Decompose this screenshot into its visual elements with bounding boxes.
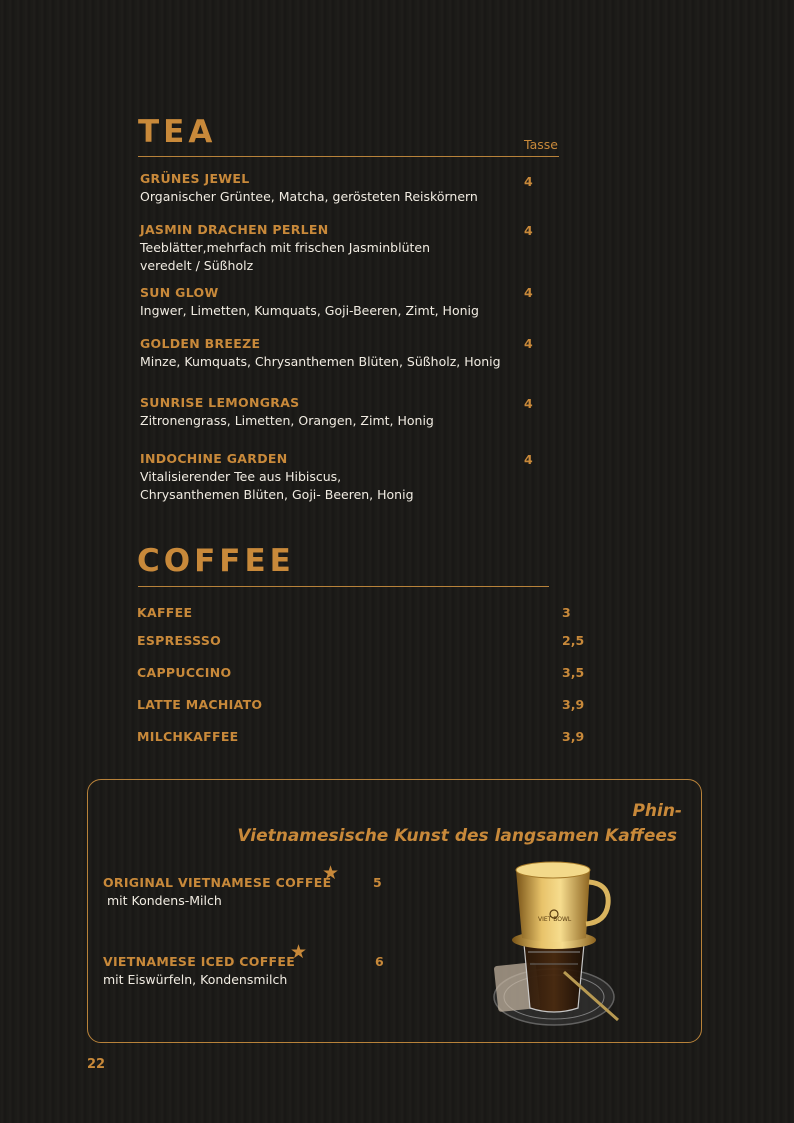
phin-item-name: ORIGINAL VIETNAMESE COFFEE — [103, 875, 332, 890]
tea-item-desc: Chrysanthemen Blüten, Goji- Beeren, Honig — [140, 487, 414, 502]
tea-column-label: Tasse — [524, 137, 558, 152]
tea-item-name: GOLDEN BREEZE — [140, 336, 261, 351]
phin-item-price: 5 — [373, 875, 382, 890]
star-icon: ★ — [322, 862, 340, 884]
coffee-heading: COFFEE — [137, 543, 295, 579]
tea-item-desc: Zitronengrass, Limetten, Orangen, Zimt, Honig — [140, 413, 434, 428]
phin-title-line1: Phin- — [632, 801, 682, 821]
tea-item-price: 4 — [524, 452, 533, 467]
coffee-item-price: 3,9 — [562, 729, 585, 744]
cup-logo-text: VIET BOWL — [538, 916, 572, 923]
tea-divider — [138, 156, 559, 157]
phin-item-name: VIETNAMESE ICED COFFEE — [103, 954, 296, 969]
page-number: 22 — [87, 1057, 106, 1072]
phin-title-line2: Vietnamesische Kunst des langsamen Kaffees — [237, 826, 677, 846]
phin-item-desc: mit Kondens-Milch — [103, 893, 222, 908]
phin-item-price: 6 — [375, 954, 384, 969]
coffee-item-name: LATTE MACHIATO — [137, 697, 263, 712]
tea-item-name: SUN GLOW — [140, 285, 219, 300]
tea-item-desc: Vitalisierender Tee aus Hibiscus, — [140, 469, 342, 484]
tea-item-name: SUNRISE LEMONGRAS — [140, 395, 300, 410]
phin-item-desc: mit Eiswürfeln, Kondensmilch — [103, 972, 288, 987]
coffee-item-name: CAPPUCCINO — [137, 665, 232, 680]
tea-item-desc: Organischer Grüntee, Matcha, gerösteten Reiskörnern — [140, 189, 478, 204]
coffee-item-name: KAFFEE — [137, 605, 193, 620]
coffee-item-price: 3,5 — [562, 665, 585, 680]
tea-item-desc: Teeblätter,mehrfach mit frischen Jasminblüten — [140, 240, 431, 255]
coffee-item-price: 3,9 — [562, 697, 585, 712]
coffee-item-name: ESPRESSSO — [137, 633, 222, 648]
coffee-item-name: MILCHKAFFEE — [137, 729, 239, 744]
tea-item-price: 4 — [524, 336, 533, 351]
tea-item-desc: Minze, Kumquats, Chrysanthemen Blüten, Süßholz, Honig — [140, 354, 501, 369]
tea-item-name: INDOCHINE GARDEN — [140, 451, 288, 466]
tea-item-desc: Ingwer, Limetten, Kumquats, Goji-Beeren, Zimt, Honig — [140, 303, 479, 318]
tea-item-price: 4 — [524, 396, 533, 411]
tea-item-name: GRÜNES JEWEL — [140, 171, 250, 186]
phin-coffee-icon — [488, 852, 624, 1034]
tea-item-name: JASMIN DRACHEN PERLEN — [140, 222, 329, 237]
tea-item-price: 4 — [524, 285, 533, 300]
coffee-item-price: 3 — [562, 605, 571, 620]
coffee-divider — [138, 586, 549, 587]
tea-heading: TEA — [138, 114, 217, 150]
tea-item-price: 4 — [524, 174, 533, 189]
tea-item-desc: veredelt / Süßholz — [140, 258, 254, 273]
coffee-item-price: 2,5 — [562, 633, 585, 648]
tea-item-price: 4 — [524, 223, 533, 238]
star-icon: ★ — [290, 941, 308, 963]
